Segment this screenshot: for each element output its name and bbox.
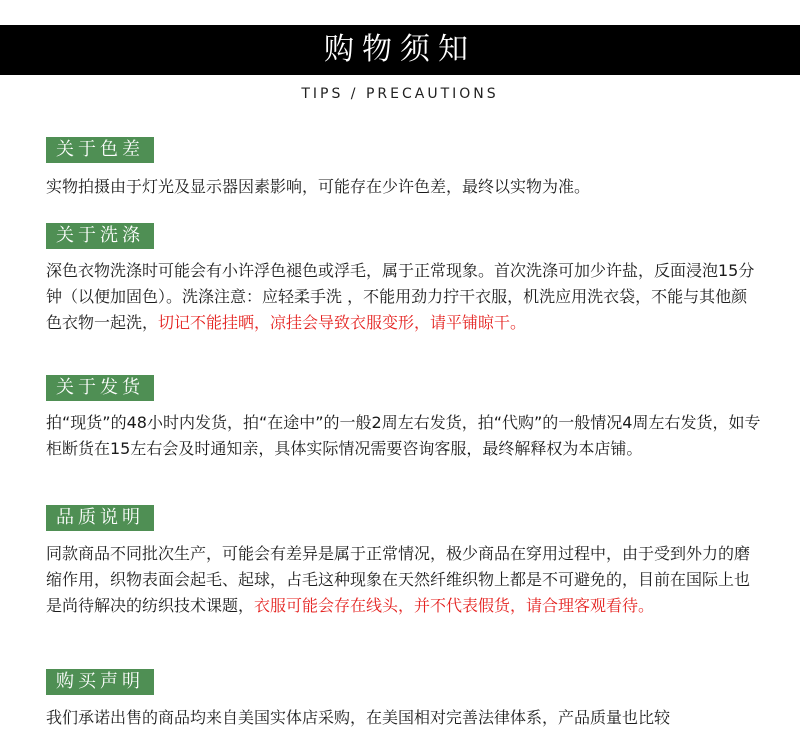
section-text-purchase-statement (46, 705, 762, 731)
section-text-washing (46, 258, 762, 336)
section-tag-purchase-statement: 购买声明 (46, 669, 154, 695)
section-text-shipping (46, 410, 762, 462)
section-body: 深色衣物洗涤时可能会有小许浮色褪色或浮毛，属于正常现象。首次洗涤可加少许盐，反面浸泡15分钟（以便加固色）。洗涤注意：应轻柔手洗 ，不能用劲力拧干衣服，机洗应用洗衣袋，不能与其他颜色衣物一起洗， (46, 261, 755, 332)
section-text-quality (46, 541, 762, 619)
section-tag-color-difference: 关于色差 (46, 137, 154, 163)
section-highlight: 衣服可能会存在线头，并不代表假货，请合理客观看待。 (254, 596, 655, 615)
section-tag-shipping: 关于发货 (46, 375, 154, 401)
section-body: 实物拍摄由于灯光及显示器因素影响，可能存在少许色差，最终以实物为准。 (46, 177, 591, 196)
section-text-color-difference (46, 174, 762, 200)
header-bar (0, 25, 800, 75)
section-tag-quality: 品质说明 (46, 505, 154, 531)
section-body: 我们承诺出售的商品均来自美国实体店采购，在美国相对完善法律体系，产品质量也比较 (46, 708, 671, 727)
page-title: 购物须知 (324, 32, 476, 67)
section-body: 同款商品不同批次生产，可能会有差异是属于正常情况，极少商品在穿用过程中，由于受到外力的磨缩作用，织物表面会起毛、起球，占毛这种现象在天然纤维织物上都是不可避免的，目前在国际上也是尚待解决的纺织技术课题， (46, 544, 751, 615)
section-tag-washing: 关于洗涤 (46, 223, 154, 249)
page-subtitle: TIPS / PRECAUTIONS (301, 86, 499, 102)
section-highlight: 切记不能挂晒，凉挂会导致衣服变形，请平铺晾干。 (158, 313, 527, 332)
section-body: 拍“现货”的48小时内发货，拍“在途中”的一般2周左右发货，拍“代购”的一般情况4周左右发货，如专柜断货在15左右会及时通知亲，具体实际情况需要咨询客服，最终解释权为本店铺。 (46, 413, 761, 458)
